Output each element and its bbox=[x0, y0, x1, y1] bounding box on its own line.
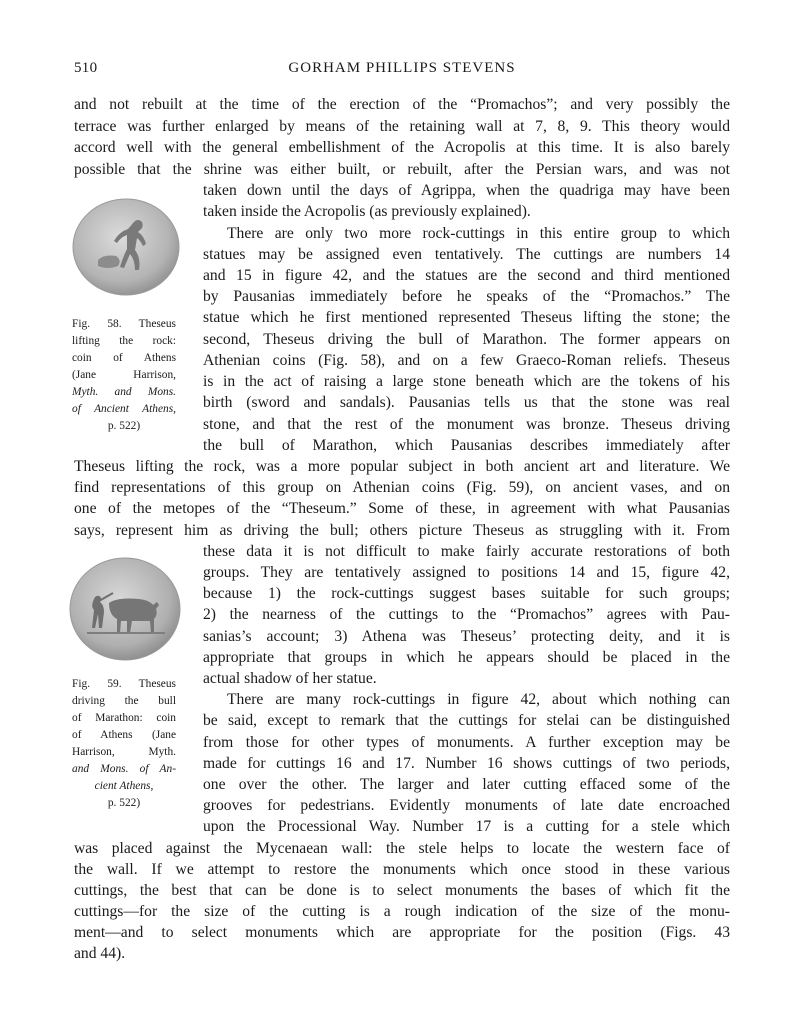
body-line: statues may be assigned even tentatively. The cuttings are numbers 14 bbox=[203, 246, 730, 263]
body-line: taken inside the Acropolis (as previously explained). bbox=[203, 203, 531, 220]
page-number: 510 bbox=[74, 60, 98, 76]
body-line: is in the act of raising a large stone beneath which are the tokens of his bbox=[203, 373, 730, 390]
caption-line: Fig. 59. Theseus bbox=[72, 678, 176, 690]
caption-line: p. 522) bbox=[107, 797, 141, 809]
body-line: the bull of Marathon, which Pausanias describes immediately after bbox=[203, 437, 730, 454]
caption-line: (Jane Harrison, bbox=[72, 369, 176, 381]
caption-line: driving the bull bbox=[72, 695, 176, 707]
figure-59-caption bbox=[72, 676, 176, 812]
body-line: 2) the nearness of the cuttings to the “Promachos” agrees with Pau- bbox=[203, 606, 730, 623]
body-line: made for cuttings 16 and 17. Number 16 shows cuttings of two periods, bbox=[203, 755, 730, 772]
body-line: says, represent him as driving the bull; others picture Theseus as struggling with it. From bbox=[74, 522, 730, 539]
body-line: possible that the shrine was either built, or rebuilt, after the Persian wars, and was not bbox=[74, 161, 730, 178]
body-line: the wall. If we attempt to restore the monuments which once stood in these various bbox=[74, 861, 730, 878]
body-line: groups. They are tentatively assigned to positions 14 and 15, figure 42, bbox=[203, 564, 730, 581]
body-line: Theseus lifting the rock, was a more popular subject in both ancient art and literature. We bbox=[74, 458, 730, 475]
body-line: second, Theseus driving the bull of Marathon. The former appears on bbox=[203, 331, 730, 348]
running-title: GORHAM PHILLIPS STEVENS bbox=[288, 60, 516, 76]
body-line: There are only two more rock-cuttings in this entire group to which bbox=[227, 225, 730, 242]
body-line: these data it is not difficult to make fairly accurate restorations of both bbox=[203, 543, 730, 560]
caption-line: coin of Athens bbox=[72, 352, 176, 364]
caption-line: of Ancient Athens, bbox=[72, 403, 176, 415]
body-line: actual shadow of her statue. bbox=[203, 670, 377, 687]
body-line: and 44). bbox=[74, 945, 126, 962]
caption-line: lifting the rock: bbox=[72, 335, 176, 347]
body-line: cuttings, the best that can be done is to select monuments the bases of which fit the bbox=[74, 882, 730, 899]
body-line: find representations of this group on Athenian coins (Fig. 59), on ancient vases, and on bbox=[74, 479, 730, 496]
body-line: accord well with the general embellishment of the Acropolis at this time. It is also barely bbox=[74, 139, 730, 156]
body-line: upon the Processional Way. Number 17 is a cutting for a stele which bbox=[203, 818, 730, 835]
body-line: appropriate that groups in which he appears should be placed in the bbox=[203, 649, 730, 666]
body-line: terrace was further enlarged by means of the retaining wall at 7, 8, 9. This theory would bbox=[74, 118, 730, 135]
body-line: and not rebuilt at the time of the erection of the “Promachos”; and very possibly the bbox=[74, 96, 730, 113]
coin-image-theseus-lifting-rock bbox=[72, 198, 180, 296]
body-line: and 15 in figure 42, and the statues are the second and third mentioned bbox=[203, 267, 730, 284]
body-line: taken down until the days of Agrippa, when the quadriga may have been bbox=[203, 182, 730, 199]
body-line: one of the metopes of the “Theseum.” Some of these, in agreement with what Pausanias bbox=[74, 500, 730, 517]
caption-line: p. 522) bbox=[107, 420, 141, 432]
figure-58-caption bbox=[72, 316, 176, 435]
caption-line: cient Athens, bbox=[94, 780, 154, 792]
body-line: Athenian coins (Fig. 58), and on a few Graeco-Roman reliefs. Theseus bbox=[203, 352, 730, 369]
body-line: one over the other. The larger and later cutting effaced some of the bbox=[203, 776, 730, 793]
body-line: ment—and to select monuments which are appropriate for the position (Figs. 43 bbox=[74, 924, 730, 941]
caption-line: Harrison, Myth. bbox=[72, 746, 176, 758]
caption-line: and Mons. of An- bbox=[72, 763, 176, 775]
body-line: cuttings—for the size of the cutting is a rough indication of the size of the monu- bbox=[74, 903, 730, 920]
body-line: statue which he first mentioned represented Theseus lifting the stone; the bbox=[203, 309, 730, 326]
caption-line: Fig. 58. Theseus bbox=[72, 318, 176, 330]
caption-line: of Marathon: coin bbox=[72, 712, 176, 724]
caption-line: Myth. and Mons. bbox=[72, 386, 176, 398]
body-line: be said, except to remark that the cuttings for stelai can be distinguished bbox=[203, 712, 730, 729]
body-line: stone, and that the rest of the monument was bronze. Theseus driving bbox=[203, 416, 730, 433]
body-line: by Pausanias immediately before he speaks of the “Promachos.” The bbox=[203, 288, 730, 305]
body-line: because 1) the rock-cuttings suggest bases suitable for such groups; bbox=[203, 585, 730, 602]
body-line: grooves for pedestrians. Evidently monuments of late date encroached bbox=[203, 797, 730, 814]
coin-image-theseus-driving-bull bbox=[69, 557, 181, 661]
body-line: birth (sword and sandals). Pausanias tells us that the stone was real bbox=[203, 394, 730, 411]
body-line: from those for other types of monuments. A further exception may be bbox=[203, 734, 730, 751]
caption-line: of Athens (Jane bbox=[72, 729, 176, 741]
body-line: There are many rock-cuttings in figure 42, about which nothing can bbox=[227, 691, 730, 708]
body-line: was placed against the Mycenaean wall: the stele helps to locate the western face of bbox=[74, 840, 730, 857]
page-header bbox=[74, 60, 730, 80]
body-line: sanias’s account; 3) Athena was Theseus’ protecting deity, and it is bbox=[203, 628, 730, 645]
